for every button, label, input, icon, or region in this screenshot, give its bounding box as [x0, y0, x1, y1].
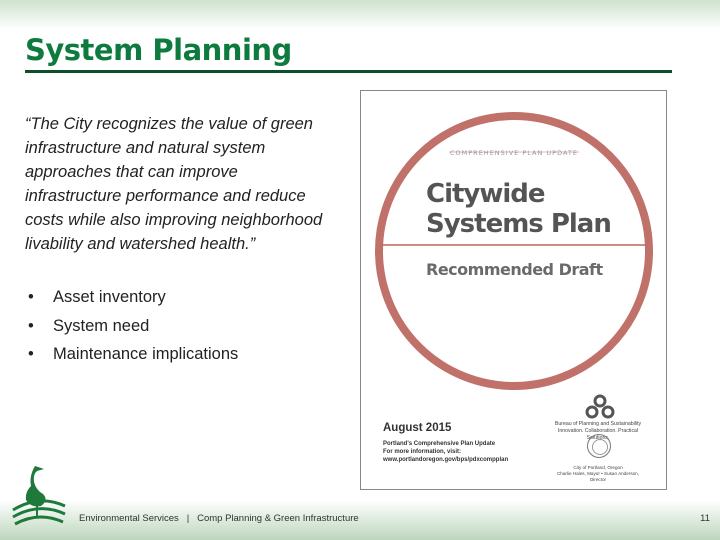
policy-quote: “The City recognizes the value of green infrastructure and natural system approaches that can improve infrastructure performance and reduce costs while also improving neighborhood livability and watershed health.” [25, 115, 323, 253]
heron-logo-icon [9, 464, 69, 528]
bps-knot-logo-icon [583, 393, 617, 421]
bullet-dot: • [28, 288, 34, 306]
cover-title-line2: Systems Plan [426, 209, 611, 239]
bureau-name: Bureau of Planning and Sustainability [554, 421, 642, 427]
bullet-dot: • [28, 316, 34, 335]
bullet-text: Maintenance implications [53, 345, 239, 363]
city-seal-icon [587, 434, 611, 458]
city-name: City of Portland, Oregon [573, 465, 623, 470]
city-officials: Charlie Hales, Mayor • Susan Anderson, Director [556, 471, 640, 482]
cover-info-line2: For more information, visit: [383, 449, 462, 455]
bullet-text: System need [53, 316, 150, 335]
page-number: 11 [700, 513, 710, 524]
cover-subtitle: Recommended Draft [426, 260, 603, 279]
slide-title: System Planning [25, 33, 292, 67]
cover-city [553, 465, 643, 483]
bullet-text: Asset inventory [53, 288, 166, 306]
header-gradient-band [0, 0, 720, 30]
bullet-dot: • [28, 345, 34, 363]
plan-cover-image [360, 90, 667, 490]
cover-info-line3: www.portlandoregon.gov/bps/pdxcompplan [383, 457, 509, 463]
bullet-list [25, 283, 238, 369]
cover-date: August 2015 [383, 422, 452, 434]
title-underline-rule [25, 70, 672, 73]
bullet-item-system-need [25, 312, 238, 341]
footer-text: Environmental Services | Comp Planning & Green Infrastructure [79, 513, 359, 524]
cover-title-line1: Citywide [426, 179, 545, 209]
cover-info-line1: Portland's Comprehensive Plan Update [383, 441, 496, 447]
bullet-item-asset-inventory [25, 283, 238, 312]
bureau-tagline: Innovation. Collaboration. Practical Solutions. [557, 428, 639, 441]
cover-band-text: COMPREHENSIVE PLAN UPDATE [450, 149, 578, 157]
bullet-item-maintenance [25, 340, 238, 369]
cover-info [383, 440, 523, 464]
